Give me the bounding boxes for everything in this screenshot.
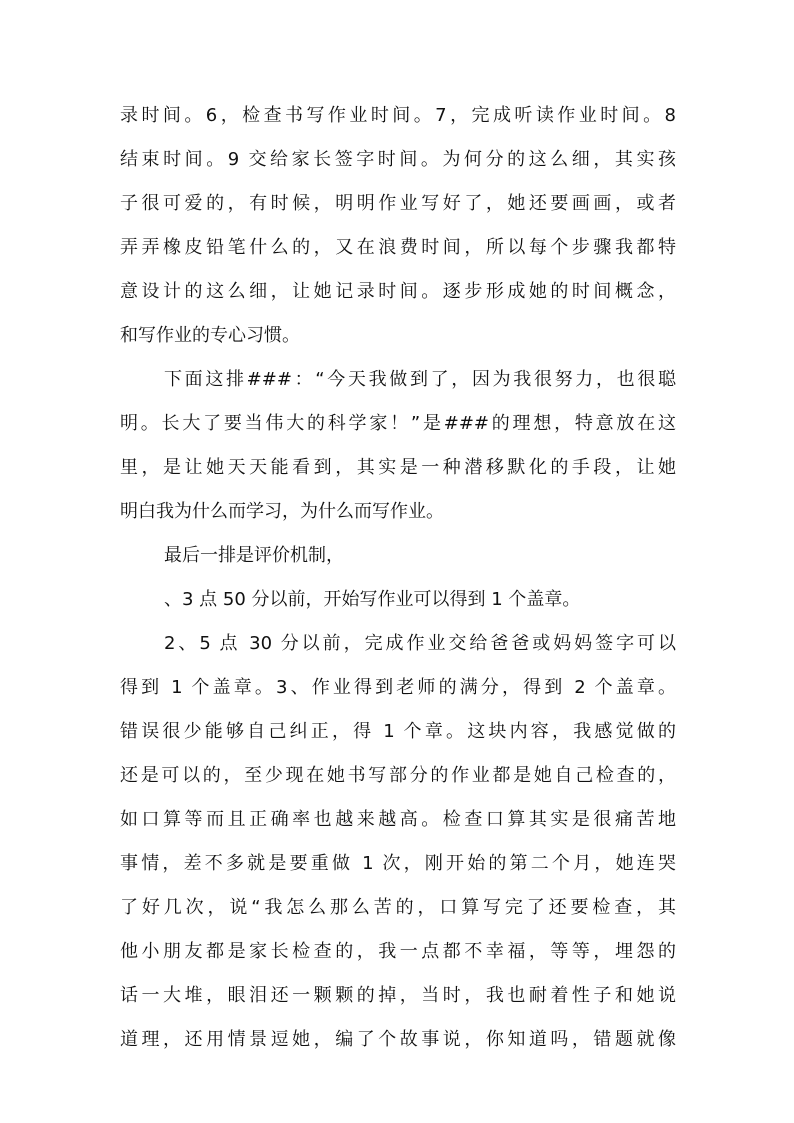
- text-line: 子很可爱的，有时候，明明作业写好了，她还要画画，或者: [120, 193, 676, 214]
- text-line: 话一大堆，眼泪还一颗颗的掉，当时，我也耐着性子和她说: [120, 985, 676, 1006]
- document-body: [120, 94, 676, 1062]
- text-line: 如口算等而且正确率也越来越高。检查口算其实是很痛苦地: [120, 809, 676, 830]
- text-line: 意设计的这么细，让她记录时间。逐步形成她的时间概念，: [120, 281, 676, 302]
- text-line: 得到 1 个盖章。3、作业得到老师的满分，得到 2 个盖章。: [120, 677, 676, 698]
- text-line: 明白我为什么而学习，为什么而写作业。: [120, 501, 444, 522]
- text-line: 里，是让她天天能看到，其实是一种潜移默化的手段，让她: [120, 457, 676, 478]
- text-line: 他小朋友都是家长检查的，我一点都不幸福，等等，埋怨的: [120, 941, 676, 962]
- text-line: 弄弄橡皮铅笔什么的，又在浪费时间，所以每个步骤我都特: [120, 237, 676, 258]
- text-line: 2、5 点 30 分以前，完成作业交给爸爸或妈妈签字可以: [164, 633, 676, 654]
- text-line: 了好几次，说“我怎么那么苦的，口算写完了还要检查，其: [120, 897, 676, 918]
- text-line: 明。长大了要当伟大的科学家！”是###的理想，特意放在这: [120, 413, 676, 434]
- text-line: 结束时间。9 交给家长签字时间。为何分的这么细，其实孩: [120, 149, 676, 170]
- text-line: 错误很少能够自己纠正，得 1 个章。这块内容，我感觉做的: [120, 721, 676, 742]
- text-line: 下面这排###：“今天我做到了，因为我很努力，也很聪: [164, 369, 676, 390]
- text-line: 事情，差不多就是要重做 1 次，刚开始的第二个月，她连哭: [120, 853, 676, 874]
- text-line: 、3 点 50 分以前，开始写作业可以得到 1 个盖章。: [164, 589, 581, 610]
- text-line: 录时间。6，检查书写作业时间。7，完成听读作业时间。8: [120, 105, 676, 126]
- text-line: 还是可以的，至少现在她书写部分的作业都是她自己检查的，: [120, 765, 676, 786]
- text-line: 道理，还用情景逗她，编了个故事说，你知道吗，错题就像: [120, 1029, 676, 1050]
- text-line: 最后一排是评价机制，: [164, 545, 344, 566]
- text-line: 和写作业的专心习惯。: [120, 325, 300, 346]
